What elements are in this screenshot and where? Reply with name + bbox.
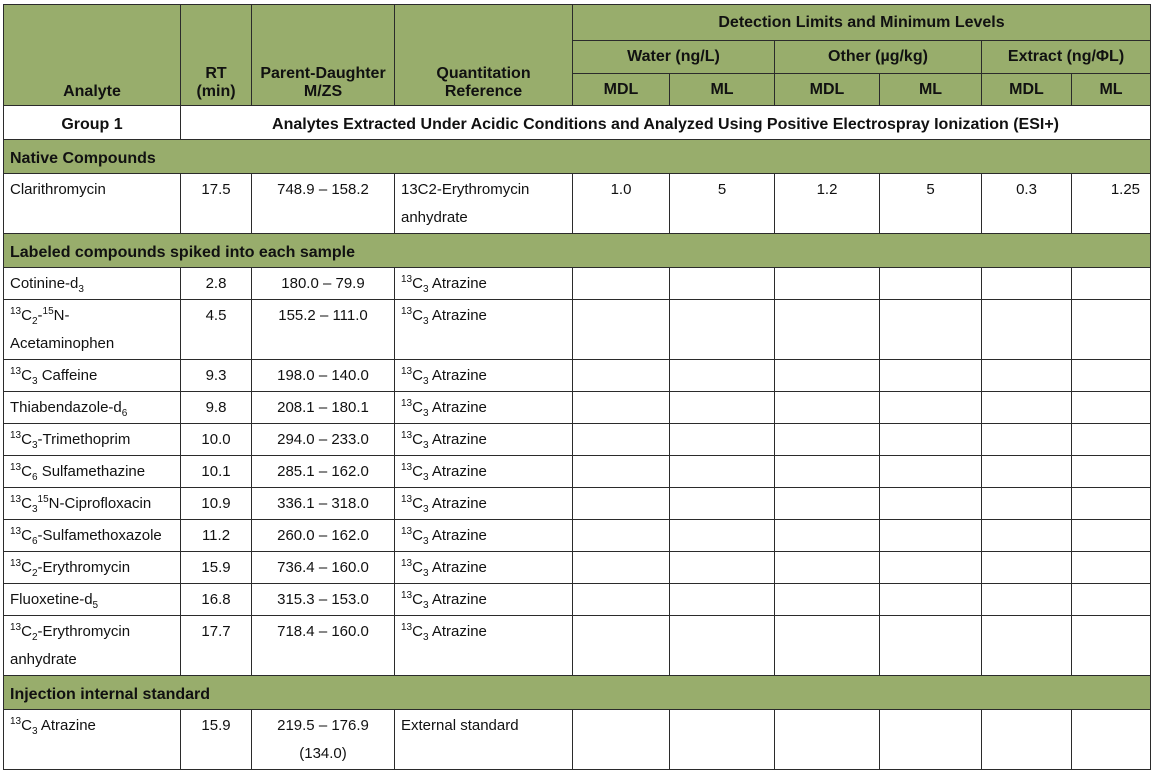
quant-ref: External standard bbox=[395, 710, 573, 770]
header-water: Water (ng/L) bbox=[573, 41, 775, 74]
rt-value: 10.1 bbox=[181, 456, 252, 488]
section-injection bbox=[4, 676, 1151, 710]
header-extract: Extract (ng/ΦL) bbox=[982, 41, 1151, 74]
header-parent-daughter: Parent-Daughter M/ZS bbox=[252, 5, 395, 106]
quant-ref: $^{13}C_3$ Atrazine bbox=[395, 552, 573, 584]
water-ml: 5 bbox=[670, 174, 775, 234]
rt-value: 15.9 bbox=[181, 552, 252, 584]
header-detection-limits: Detection Limits and Minimum Levels bbox=[573, 5, 1151, 41]
quant-ref bbox=[395, 174, 573, 234]
group-description: Analytes Extracted Under Acidic Conditions and Analyzed Using Positive Electrospray Ionization (ESI+) bbox=[181, 106, 1151, 140]
analyte-name: $^{13}C_3$ Caffeine bbox=[4, 360, 181, 392]
md-value: 315.3 – 153.0 bbox=[252, 584, 395, 616]
analyte-name: Clarithromycin bbox=[4, 174, 181, 234]
rt-value: 9.3 bbox=[181, 360, 252, 392]
section-labeled-label: Labeled compounds spiked into each sample bbox=[4, 234, 1151, 268]
md-value: 155.2 – 111.0 bbox=[252, 300, 395, 360]
analyte-table bbox=[3, 4, 1151, 770]
analyte-name: $^{13}C_6$ Sulfamethazine bbox=[4, 456, 181, 488]
water-mdl: 1.0 bbox=[573, 174, 670, 234]
quant-ref: $^{13}C_3$ Atrazine bbox=[395, 392, 573, 424]
quant-ref: $^{13}C_3$ Atrazine bbox=[395, 424, 573, 456]
header-extract-ml: ML bbox=[1072, 74, 1151, 106]
header-water-ml: ML bbox=[670, 74, 775, 106]
quant-ref: $^{13}C_3$ Atrazine bbox=[395, 268, 573, 300]
analyte-name: Thiabendazole-$d_6$ bbox=[4, 392, 181, 424]
extract-ml: 1.25 bbox=[1072, 174, 1151, 234]
extract-mdl: 0.3 bbox=[982, 174, 1072, 234]
table-row bbox=[4, 424, 1151, 456]
table-row bbox=[4, 584, 1151, 616]
table-row bbox=[4, 488, 1151, 520]
table-row bbox=[4, 552, 1151, 584]
quant-ref-line2: anhydrate bbox=[401, 209, 468, 226]
quant-ref: $^{13}C_3$ Atrazine bbox=[395, 456, 573, 488]
section-injection-label: Injection internal standard bbox=[4, 676, 1151, 710]
analyte-name: $^{13}C_6$-Sulfamethoxazole bbox=[4, 520, 181, 552]
header-other: Other (µg/kg) bbox=[775, 41, 982, 74]
analyte-name: $^{13}C_3$ Atrazine bbox=[4, 710, 181, 770]
table-row bbox=[4, 392, 1151, 424]
table-row bbox=[4, 456, 1151, 488]
quant-ref: $^{13}C_3$ Atrazine bbox=[395, 360, 573, 392]
quant-ref: $^{13}C_3$ Atrazine bbox=[395, 520, 573, 552]
other-mdl: 1.2 bbox=[775, 174, 880, 234]
md-value: 718.4 – 160.0 bbox=[252, 616, 395, 676]
section-native-label: Native Compounds bbox=[4, 140, 1151, 174]
header-other-mdl: MDL bbox=[775, 74, 880, 106]
quant-ref: $^{13}C_3$ Atrazine bbox=[395, 584, 573, 616]
md-value: 219.5 – 176.9 (134.0) bbox=[252, 710, 395, 770]
md-value: 285.1 – 162.0 bbox=[252, 456, 395, 488]
table-row bbox=[4, 360, 1151, 392]
md-value: 736.4 – 160.0 bbox=[252, 552, 395, 584]
md-value: 198.0 – 140.0 bbox=[252, 360, 395, 392]
md-value: 748.9 – 158.2 bbox=[252, 174, 395, 234]
header-quantitation-reference: Quantitation Reference bbox=[395, 5, 573, 106]
md-value: 260.0 – 162.0 bbox=[252, 520, 395, 552]
group-label: Group 1 bbox=[4, 106, 181, 140]
rt-value: 11.2 bbox=[181, 520, 252, 552]
analyte-name: $^{13}C_2-^{15}N-$ Acetaminophen bbox=[4, 300, 181, 360]
analyte-name: $^{13}C_3$-Trimethoprim bbox=[4, 424, 181, 456]
rt-value: 16.8 bbox=[181, 584, 252, 616]
table-row bbox=[4, 268, 1151, 300]
section-native bbox=[4, 140, 1151, 174]
analyte-name: $^{13}C_3^{15}N$-Ciprofloxacin bbox=[4, 488, 181, 520]
table-row bbox=[4, 174, 1151, 234]
analyte-name: Fluoxetine-$d_5$ bbox=[4, 584, 181, 616]
section-labeled bbox=[4, 234, 1151, 268]
md-value: 294.0 – 233.0 bbox=[252, 424, 395, 456]
analyte-name: $^{13}C_2$-Erythromycin anhydrate bbox=[4, 616, 181, 676]
rt-value: 17.7 bbox=[181, 616, 252, 676]
header-water-mdl: MDL bbox=[573, 74, 670, 106]
md-value: 208.1 – 180.1 bbox=[252, 392, 395, 424]
rt-value: 10.9 bbox=[181, 488, 252, 520]
rt-value: 15.9 bbox=[181, 710, 252, 770]
table-row bbox=[4, 616, 1151, 676]
header-rt: RT (min) bbox=[181, 5, 252, 106]
header-other-ml: ML bbox=[880, 74, 982, 106]
table-row bbox=[4, 520, 1151, 552]
other-ml: 5 bbox=[880, 174, 982, 234]
rt-value: 10.0 bbox=[181, 424, 252, 456]
md-value: 336.1 – 318.0 bbox=[252, 488, 395, 520]
md-value: 180.0 – 79.9 bbox=[252, 268, 395, 300]
quant-ref: $^{13}C_3$ Atrazine bbox=[395, 300, 573, 360]
header-analyte: Analyte bbox=[4, 5, 181, 106]
analyte-name: Cotinine-$d_3$ bbox=[4, 268, 181, 300]
table-row bbox=[4, 710, 1151, 770]
rt-value: 17.5 bbox=[181, 174, 252, 234]
analyte-name: $^{13}C_2$-Erythromycin bbox=[4, 552, 181, 584]
quant-ref: $^{13}C_3$ Atrazine bbox=[395, 616, 573, 676]
rt-value: 2.8 bbox=[181, 268, 252, 300]
table-row bbox=[4, 300, 1151, 360]
rt-value: 4.5 bbox=[181, 300, 252, 360]
quant-ref-line1: 13C2-Erythromycin bbox=[401, 181, 530, 198]
quant-ref: $^{13}C_3$ Atrazine bbox=[395, 488, 573, 520]
group-row bbox=[4, 106, 1151, 140]
rt-value: 9.8 bbox=[181, 392, 252, 424]
header-extract-mdl: MDL bbox=[982, 74, 1072, 106]
